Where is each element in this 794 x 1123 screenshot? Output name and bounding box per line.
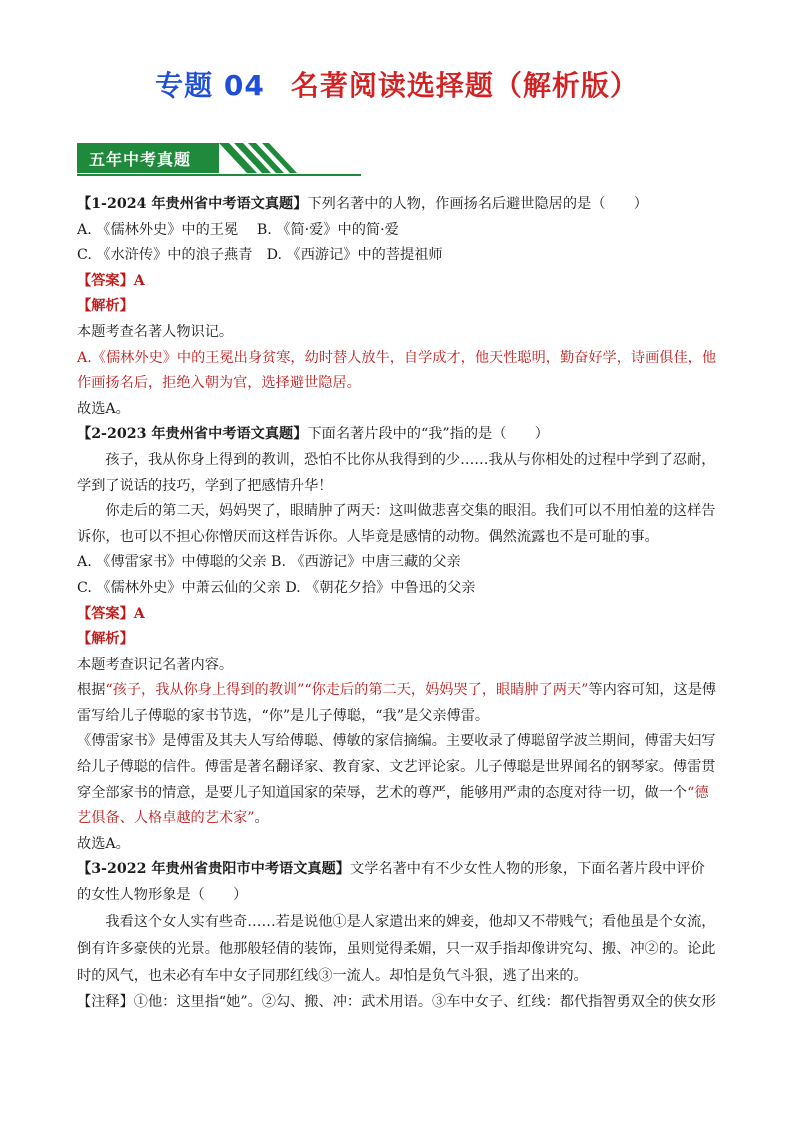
title-topic-number: 专题 04 <box>155 69 265 102</box>
section-banner-label: 五年中考真题 <box>89 150 192 169</box>
question-2-passage-paragraph-2: 你走后的第二天，妈妈哭了，眼睛肿了两天：这叫做悲喜交集的眼泪。我们可以不用怕羞的这样告诉你，也可以不担心你憎厌而这样告诉你。人毕竟是感情的动物。偶然流露也不是可耻的事。 <box>77 503 716 545</box>
question-2-analysis-quote: “孩子，我从你身上得到的教训”“你走后的第二天，妈妈哭了，眼睛肿了两天” <box>105 682 589 699</box>
question-1-options-row-1: A. 《儒林外史》中的王冕 B. 《简·爱》中的简·爱 <box>77 221 399 238</box>
question-2-analysis-quote-2: “德艺俱备、人格卓越的艺术家” <box>77 784 709 827</box>
question-1-options-row-2: C. 《水浒传》中的浪子燕青 D. 《西游记》中的菩提祖师 <box>77 247 443 264</box>
section-banner <box>77 143 361 177</box>
title-topic-name: 名著阅读选择题（解析版） <box>290 69 639 102</box>
question-3-stem: 【3-2022 年贵州省贵阳市中考语文真题】文学名著中有不少女性人物的形象，下面名著片段中评价的女性人物形象是（ ） <box>77 861 705 904</box>
question-1-analysis-line-1: 本题考查名著人物识记。 <box>77 323 234 340</box>
question-2-source: 【2-2023 年贵州省中考语文真题】 <box>77 426 308 443</box>
question-1-stem: 【1-2024 年贵州省中考语文真题】下列名著中的人物，作画扬名后避世隐居的是（ ） <box>77 196 648 212</box>
question-1-source: 【1-2024 年贵州省中考语文真题】 <box>77 196 308 212</box>
question-2-options-row-1: A. 《傅雷家书》中傅聪的父亲 B. 《西游记》中唐三藏的父亲 <box>77 554 461 571</box>
question-2-options-row-2: C. 《儒林外史》中萧云仙的父亲 D. 《朝花夕拾》中鲁迅的父亲 <box>77 579 476 596</box>
question-3-note: 【注释】①他：这里指“她”。②勾、搬、冲：武术用语。③车中女子、红线：都代指智勇双全的侠女形 <box>77 993 716 1010</box>
question-1-answer: 【答案】A <box>77 272 145 289</box>
page-title <box>0 66 794 106</box>
question-2-stem: 【2-2023 年贵州省中考语文真题】下面名著片段中的“我”指的是（ ） <box>77 426 549 443</box>
question-3-source: 【3-2022 年贵州省贵阳市中考语文真题】 <box>77 861 350 878</box>
question-2-analysis-label: 【解析】 <box>77 631 134 648</box>
question-2-passage-paragraph-1: 孩子，我从你身上得到的教训，恐怕不比你从我得到的少……我从与你相处的过程中学到了忍耐，学到了说话的技巧，学到了把感情升华！ <box>77 451 716 494</box>
question-2-analysis-line-3: 《傅雷家书》是傅雷及其夫人写给傅聪、傅敏的家信摘编。主要收录了傅聪留学波兰期间，傅雷夫妇写给儿子傅聪的信件。傅雷是著名翻译家、教育家、文艺评论家。儿子傅聪是世界闻名的钢琴家。傅雷贯穿全部家书的情意，是要儿子知道国家的荣辱，艺术的尊严，能够用严肃的态度对待一切，做一个“德艺俱备、人格卓越的艺术家”。 <box>77 733 716 827</box>
section-banner-underline <box>77 174 361 176</box>
document-body <box>77 192 717 1015</box>
question-3-passage: 我看这个女人实有些奇……若是说他①是人家遣出来的婢妾，他却又不带贱气；看他虽是个女流，倒有许多豪侠的光景。他那般轻倩的装饰，虽则觉得柔媚，只一双手指却像讲究勾、搬、冲②的。论此时的风气，也未必有车中女子同那红线③一流人。却怕是负气斗狠，逃了出来的。 <box>77 913 716 984</box>
question-2-answer: 【答案】A <box>77 605 145 622</box>
question-1-analysis-line-2: A.《儒林外史》中的王冕出身贫寒，幼时替人放牛，自学成才，他天性聪明，勤奋好学，诗画俱佳，他作画扬名后，拒绝入朝为官，选择避世隐居。 <box>77 349 717 392</box>
question-2-analysis-line-2: 根据“孩子，我从你身上得到的教训”“你走后的第二天，妈妈哭了，眼睛肿了两天”等内容可知，这是傅雷写给儿子傅聪的家书节选，“你”是儿子傅聪，“我”是父亲傅雷。 <box>77 682 717 724</box>
question-2-analysis-line-1: 本题考查识记名著内容。 <box>77 656 234 673</box>
question-1-conclusion: 故选A。 <box>77 400 130 417</box>
question-2-conclusion: 故选A。 <box>77 835 130 852</box>
question-1-analysis-label: 【解析】 <box>77 298 134 315</box>
